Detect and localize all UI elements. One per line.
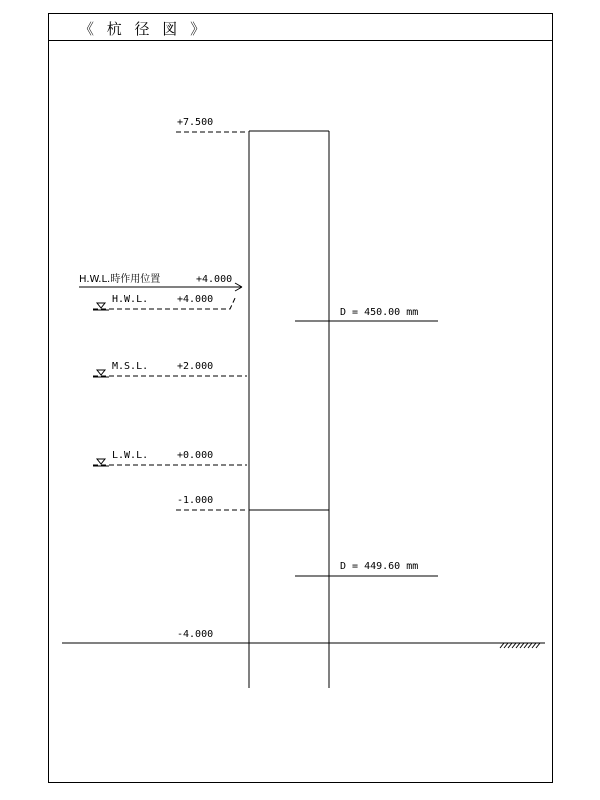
hwl-value: +4.000 (177, 294, 214, 305)
hwl-action-label: H.W.L.時作用位置 (79, 274, 161, 285)
drawing-title: 《 杭 径 図 》 (79, 20, 210, 38)
elev-ground-label: -4.000 (177, 629, 214, 640)
elev-change-label: -1.000 (177, 495, 214, 506)
msl-label: M.S.L. (112, 361, 149, 372)
diameter-lower-label: D = 449.60 mm (340, 561, 419, 572)
lwl-label: L.W.L. (112, 450, 149, 461)
diameter-upper-label: D = 450.00 mm (340, 307, 419, 318)
ground-hatch-icon (500, 643, 540, 648)
msl-value: +2.000 (177, 361, 214, 372)
hwl-label: H.W.L. (112, 294, 149, 305)
pile-body (249, 131, 329, 688)
hwl-action-value: +4.000 (196, 274, 233, 285)
lwl-value: +0.000 (177, 450, 214, 461)
elev-top-label: +7.500 (177, 117, 214, 128)
